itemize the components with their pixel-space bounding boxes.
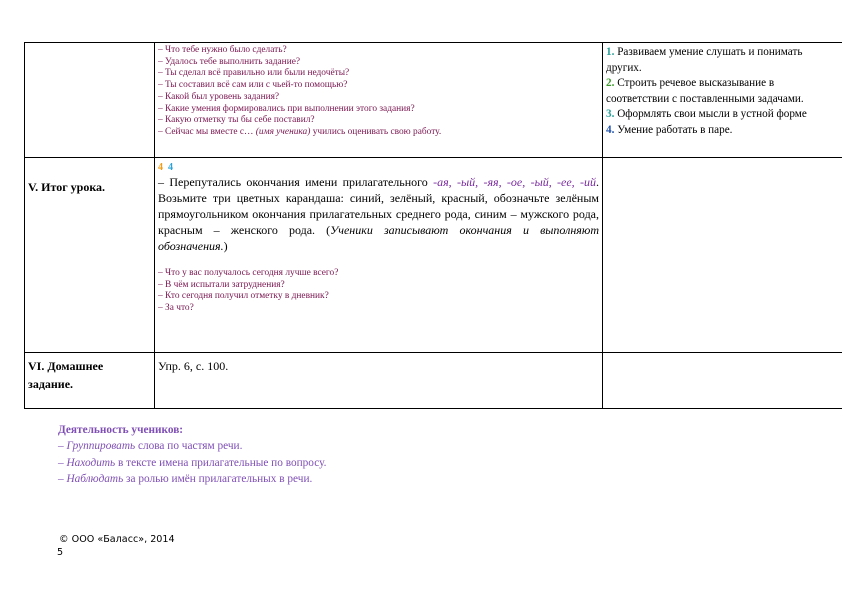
goals-cell-empty	[603, 353, 842, 409]
stage-cell-empty	[25, 43, 155, 158]
question-item: – За что?	[158, 303, 194, 314]
lesson-table	[24, 42, 842, 409]
goal-item	[606, 45, 839, 76]
goal-text: Оформлять свои мысли в устной форме	[614, 108, 807, 121]
question-text: учились оценивать свою работу.	[310, 126, 442, 137]
student-activity	[58, 422, 326, 488]
question-item: – Что тебе нужно было сделать?	[158, 45, 287, 55]
task-close: )	[223, 239, 228, 253]
question-item: – Ты составил всё сам или с чьей-то помощью?	[158, 80, 348, 91]
activity-text: слова по частям речи.	[135, 440, 243, 453]
activity-heading: Деятельность учеников:	[58, 424, 184, 436]
question-item: – Какую отметку ты бы себе поставил?	[158, 115, 315, 126]
question-item-last	[158, 127, 599, 139]
summary-cell	[155, 158, 603, 353]
activity-item	[58, 438, 326, 454]
copyright: © ООО «Баласс», 2014	[59, 534, 175, 545]
task-rest: . Возьмите три цветных карандаша: синий, зелёный, красный, обозначьте зелёным прямоугольником окончания прилагательных среднего рода, синим – мужского рода, красным – женского рода. (	[158, 175, 599, 237]
activity-verb: – Наблюдать	[58, 473, 124, 486]
question-text: – Сейчас мы вместе с…	[158, 126, 256, 137]
activity-verb: – Находить	[58, 456, 116, 469]
page-footer	[59, 533, 175, 559]
level-mark-orange: 4	[158, 162, 163, 173]
question-item: – Удалось тебе выполнить задание?	[158, 56, 301, 67]
question-item: – Что у вас получалось сегодня лучше всего?	[158, 268, 339, 278]
questions-cell	[155, 43, 603, 158]
stage-title: VI. Домашнее задание.	[28, 359, 104, 391]
goal-item	[606, 123, 839, 139]
homework-text: Упр. 6, с. 100.	[158, 359, 229, 373]
activity-text: в тексте имена прилагательные по вопросу.	[115, 456, 327, 469]
goal-text: Строить речевое высказывание в соответствии с поставленными задачами.	[606, 77, 804, 105]
goal-number: 2.	[606, 77, 615, 90]
question-item: – Какие умения формировались при выполнении этого задания?	[158, 103, 415, 114]
level-marks	[158, 162, 599, 174]
activity-verb: – Группировать	[58, 440, 136, 453]
table-row-summary	[25, 158, 842, 353]
homework-cell	[155, 353, 603, 409]
student-name-placeholder: (имя ученика)	[255, 126, 311, 137]
goal-number: 1.	[606, 46, 615, 58]
stage-title: V. Итог урока.	[28, 180, 106, 194]
activity-item	[58, 471, 326, 487]
level-mark-blue: 4	[168, 162, 173, 173]
task-lead: – Перепутались окончания имени прилагательного	[158, 175, 434, 189]
question-item: – Какой был уровень задания?	[158, 91, 280, 102]
goal-text: Развиваем умение слушать и понимать других.	[606, 46, 803, 74]
question-item: – Ты сделал всё правильно или были недочёты?	[158, 68, 350, 79]
stage-cell	[25, 353, 155, 409]
goal-number: 4.	[606, 123, 615, 136]
task-text	[158, 174, 599, 254]
question-item: – Кто сегодня получил отметку в дневник?	[158, 291, 329, 302]
table-row-homework	[25, 353, 842, 409]
task-note: Ученики записывают окончания и выполняют обозначения.	[158, 223, 599, 253]
goal-item	[606, 76, 839, 107]
table-row-reflection	[25, 43, 842, 158]
goal-item	[606, 107, 839, 123]
task-endings: -ая, -ый, -яя, -ое, -ый, -ее, -ий	[433, 175, 596, 189]
goals-cell	[603, 43, 842, 158]
activity-item	[58, 455, 326, 471]
question-item: – В чём испытали затруднения?	[158, 279, 285, 290]
stage-cell	[25, 158, 155, 353]
page-number: 5	[57, 547, 64, 558]
activity-text: за ролью имён прилагательных в речи.	[123, 473, 313, 486]
goal-text: Умение работать в паре.	[614, 123, 733, 136]
goals-cell-empty	[603, 158, 842, 353]
goal-number: 3.	[606, 108, 615, 121]
